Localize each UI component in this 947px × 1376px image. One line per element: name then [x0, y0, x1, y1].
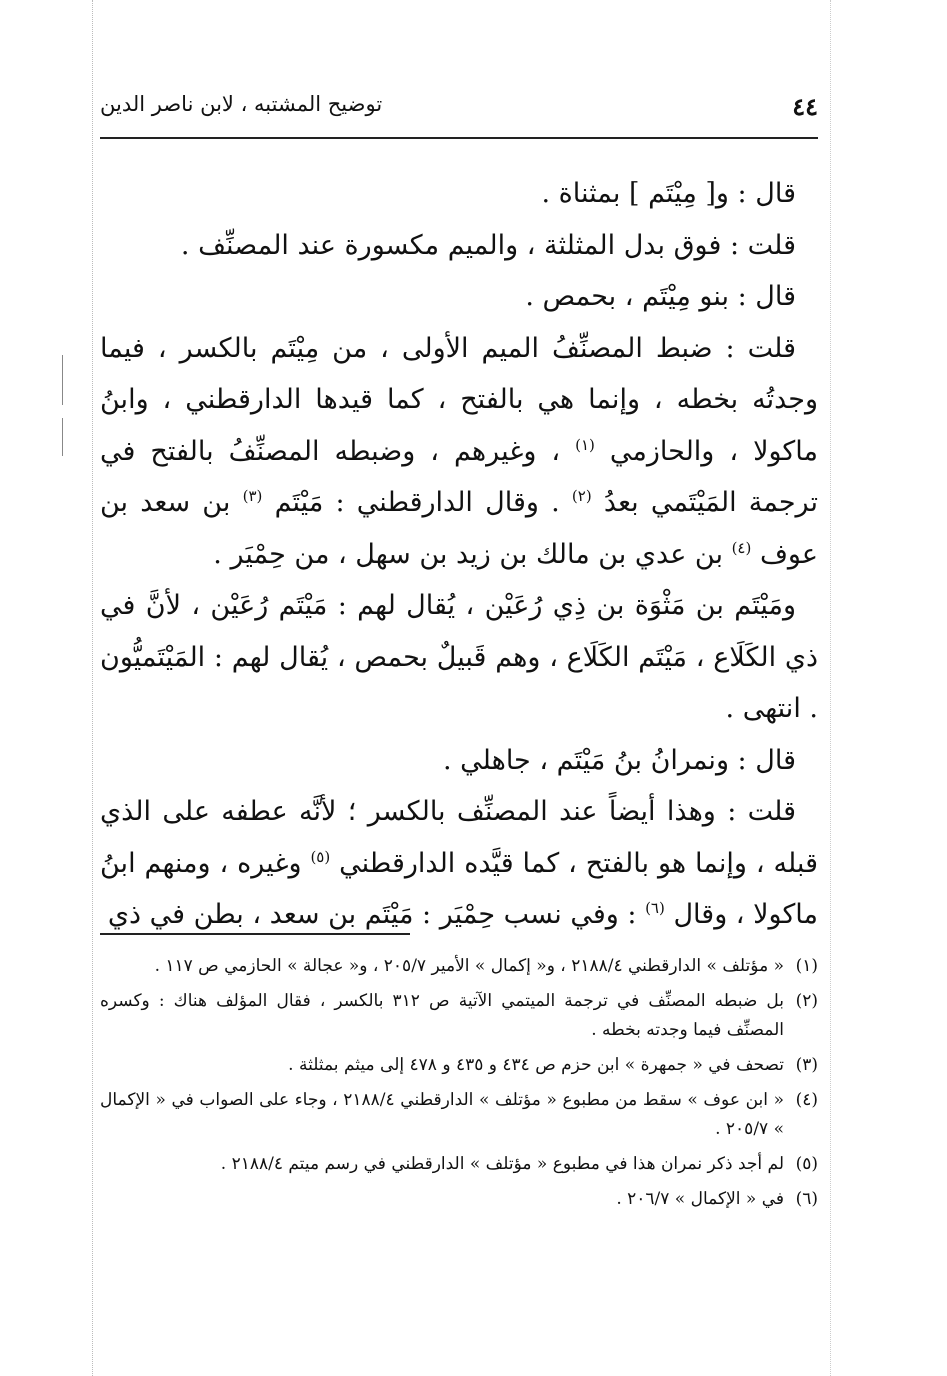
footnote-number: (٥) — [795, 1154, 818, 1174]
paragraph — [100, 786, 818, 941]
text-run: وغيره ، ومنهم ابنُ ماكولا ، وقال — [100, 847, 818, 930]
footnote-text: تصحف في « جمهرة » ابن حزم ص ٤٣٤ و ٤٣٥ و ٤٧٨ إلى ميثم بمثلثة . — [288, 1055, 784, 1075]
footnote-text: « مؤتلف » الدارقطني ٢١٨٨/٤ ، و« إكمال » الأمير ٢٠٥/٧ ، و« عجالة » الحازمي ص ١١٧ . — [154, 956, 784, 976]
footnote-reference[interactable]: (٦) — [645, 899, 665, 917]
margin-mark — [62, 418, 63, 456]
footnote — [100, 987, 818, 1045]
footnote-number: (١) — [795, 956, 818, 976]
footnote-reference[interactable]: (٣) — [242, 487, 263, 505]
scan-edge-right — [830, 0, 832, 1376]
text-run: بن عدي بن مالك بن زيد بن سهل ، من حِمْيَر . — [213, 538, 723, 570]
paragraph: قال : بنو مِيْتَم ، بحمص . — [525, 281, 796, 312]
scan-edge-left — [92, 0, 94, 1376]
footnote-number: (٢) — [795, 991, 818, 1011]
text-run: قلت : وهذا أيضاً عند المصنِّف بالكسر ؛ لأنَّه عطفه على الذي قبله ، وإنما هو بالفتح ، كما قيَّده الدارقطني — [100, 796, 818, 879]
footnote — [100, 1185, 818, 1214]
paragraph — [100, 323, 818, 581]
text-run: ، وغيرهم ، وضبطه المصنِّفُ بالفتح في ترجمة المَيْتَمي بعدُ — [100, 435, 818, 518]
footnote-text: لم أجد ذكر نمران هذا في مطبوع « مؤتلف » الدارقطني في رسم ميتم ٢١٨٨/٤ . — [220, 1154, 784, 1174]
text-run: بن سعد بن عوف — [100, 487, 818, 570]
text-run: قلت : ضبط المصنِّفُ الميم الأولى ، من مِيْتَم بالكسر ، فيما وجدتُه بخطه ، وإنما هي بالفتح ، كما قيدها الدارقطني ، وابنُ ماكولا ، والحازمي — [100, 332, 818, 467]
footnote-number: (٦) — [795, 1189, 818, 1209]
paragraph: قلت : فوق بدل المثلثة ، والميم مكسورة عند المصنِّف . — [180, 229, 796, 261]
text-run: : وفي نسب حِمْيَر : مَيْتَم بن سعد ، بطن في ذي — [107, 899, 637, 930]
margin-mark — [62, 355, 63, 405]
footnote — [100, 1150, 818, 1179]
footnote-reference[interactable]: (١) — [575, 435, 595, 454]
footnote-separator — [100, 933, 410, 935]
footnote-reference[interactable]: (٤) — [731, 538, 752, 557]
footnote-text: في « الإكمال » ٢٠٦/٧ . — [616, 1189, 784, 1209]
footnote — [100, 952, 818, 981]
footnote — [100, 1086, 818, 1144]
header-rule — [100, 137, 818, 139]
footnote — [100, 1051, 818, 1080]
footnote-reference[interactable]: (٢) — [571, 487, 592, 505]
footnote-number: (٤) — [795, 1090, 818, 1110]
main-text — [100, 168, 818, 941]
page-header — [100, 92, 818, 132]
footnote-text: بل ضبطه المصنِّف في ترجمة الميتمي الآتية ص ٣١٢ بالكسر ، فقال المؤلف هناك : وكسره المصنِّف فيما وجدته بخطه . — [100, 991, 784, 1040]
running-head: توضيح المشتبه ، لابن ناصر الدين — [100, 92, 383, 116]
paragraph: ومَيْتَم بن مَثْوَة بن ذِي رُعَيْن ، يُقال لهم : مَيْتَم رُعَيْن ، لأنَّ في ذي الكَلَاع ، مَيْتَم الكَلَاع ، وهم قَبيلٌ بحمص ، يُقال لهم : المَيْتَميُّون . انتهى . — [100, 590, 818, 724]
footnotes — [100, 952, 818, 1220]
text-run: . وقال الدارقطني : مَيْتَم — [274, 487, 560, 518]
footnote-number: (٣) — [795, 1055, 818, 1075]
footnote-text: « ابن عوف » سقط من مطبوع « مؤتلف » الدارقطني ٢١٨٨/٤ ، وجاء على الصواب في « الإكمال » ٢٠٥/٧ . — [100, 1090, 784, 1139]
paragraph: قال : و[ مِيْتَم ] بمثناة . — [541, 178, 796, 209]
page-number: ٤٤ — [792, 92, 818, 121]
book-page — [100, 0, 818, 1376]
paragraph: قال : ونمرانُ بنُ مَيْتَم ، جاهلي . — [442, 744, 796, 776]
footnote-reference[interactable]: (٥) — [310, 847, 331, 866]
